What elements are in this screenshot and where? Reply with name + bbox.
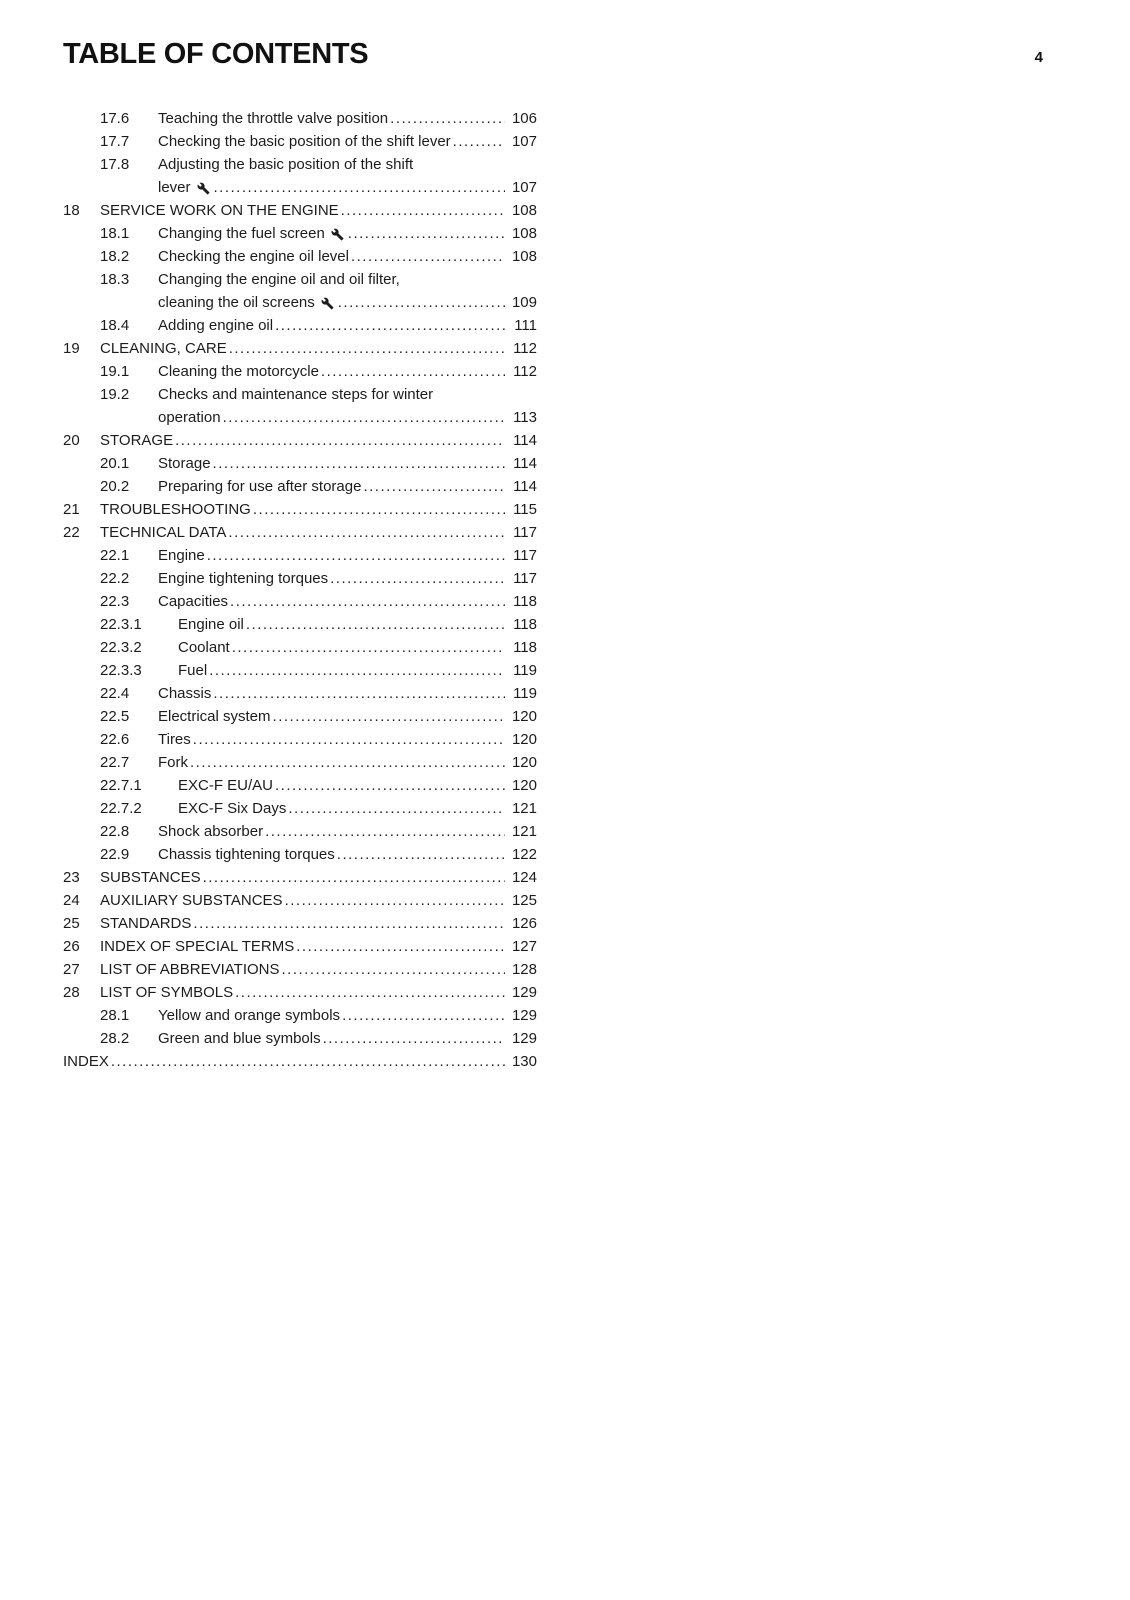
wrench-icon — [331, 228, 344, 241]
toc-entry-number: 22.3 — [100, 593, 130, 610]
toc-entry[interactable] — [63, 843, 537, 866]
toc-entry-page: 118 — [513, 616, 537, 633]
toc-entry[interactable] — [63, 1050, 537, 1073]
dot-leader — [253, 498, 505, 521]
toc-entry-body — [178, 613, 537, 636]
toc-entry-body — [178, 797, 537, 820]
dot-leader — [453, 130, 505, 153]
toc-entry[interactable] — [63, 222, 537, 245]
toc-entry-body — [178, 659, 537, 682]
dot-leader — [275, 314, 505, 337]
toc-entry-number: 20.2 — [100, 478, 130, 495]
toc-entry-page: 119 — [513, 662, 537, 679]
dot-leader — [288, 797, 505, 820]
toc-entry-line — [158, 1004, 537, 1027]
toc-entry-body — [158, 268, 537, 314]
toc-entry[interactable] — [63, 452, 537, 475]
toc-entry-number: 22.3.2 — [100, 639, 142, 656]
dot-leader — [323, 1027, 505, 1050]
toc-entry-page: 114 — [513, 455, 537, 472]
toc-entry[interactable] — [63, 1027, 537, 1050]
toc-entry-number: 19 — [63, 340, 80, 357]
toc-entry-number: 26 — [63, 938, 80, 955]
dot-leader — [229, 337, 505, 360]
toc-entry-page: 106 — [511, 110, 537, 127]
dot-leader — [203, 866, 505, 889]
toc-entry-body — [100, 199, 537, 222]
toc-entry-number: 18.3 — [100, 271, 130, 288]
toc-entry-body — [158, 107, 537, 130]
toc-entry-line — [158, 176, 537, 199]
dot-leader — [273, 705, 505, 728]
toc-entry-body — [100, 935, 537, 958]
dot-leader — [214, 176, 505, 199]
toc-entry[interactable] — [63, 751, 537, 774]
toc-entry-line — [178, 774, 537, 797]
toc-entry[interactable] — [63, 475, 537, 498]
toc-entry-title: INDEX OF SPECIAL TERMS — [100, 938, 295, 955]
toc-entry-page: 130 — [511, 1053, 537, 1070]
toc-entry-page: 118 — [513, 639, 537, 656]
toc-entry-page: 108 — [511, 248, 537, 265]
toc-entry-title: operation — [158, 409, 221, 426]
toc-entry-body — [158, 751, 537, 774]
dot-leader — [193, 728, 505, 751]
toc-entry-line — [100, 429, 537, 452]
toc-entry-body — [100, 498, 537, 521]
toc-entry-number: 22.3.3 — [100, 662, 142, 679]
toc-entry-page: 114 — [513, 478, 537, 495]
toc-entry-line — [158, 682, 537, 705]
toc-entry[interactable] — [63, 153, 537, 199]
toc-entry-number: 18.4 — [100, 317, 130, 334]
toc-entry-body — [158, 245, 537, 268]
toc-entry-title: Green and blue symbols — [158, 1030, 321, 1047]
toc-entry-page: 125 — [511, 892, 537, 909]
dot-leader — [275, 774, 505, 797]
toc-entry-line — [63, 1050, 537, 1073]
toc-entry-title: EXC-F EU/AU — [178, 777, 274, 794]
toc-entry[interactable] — [63, 567, 537, 590]
toc-entry[interactable] — [63, 498, 537, 521]
toc-entry-body — [100, 866, 537, 889]
toc-entry-page: 119 — [513, 685, 537, 702]
toc-entry-title: Changing the engine oil and oil filter, — [158, 271, 400, 288]
toc-entry[interactable] — [63, 889, 537, 912]
toc-entry-line — [158, 406, 537, 429]
dot-leader — [348, 222, 505, 245]
toc-entry-body — [158, 705, 537, 728]
toc-entry-number: 22.3.1 — [100, 616, 142, 633]
toc-entry-page: 120 — [511, 708, 537, 725]
toc-entry-body — [100, 337, 537, 360]
toc-entry-title: LIST OF SYMBOLS — [100, 984, 234, 1001]
toc-entry-number: 21 — [63, 501, 80, 518]
toc-entry-page: 128 — [511, 961, 537, 978]
toc-entry-line — [158, 153, 537, 176]
toc-entry-number: 20 — [63, 432, 80, 449]
page-number: 4 — [1034, 49, 1043, 66]
toc-entry-body — [158, 383, 537, 429]
toc-entry-number: 28 — [63, 984, 80, 1001]
toc-entry-line — [158, 843, 537, 866]
dot-leader — [338, 291, 505, 314]
toc-entry[interactable] — [63, 268, 537, 314]
toc-entry-title: Changing the fuel screen — [158, 225, 325, 242]
wrench-icon — [321, 297, 334, 310]
toc-entry-page: 107 — [511, 133, 537, 150]
toc-entry-page: 129 — [511, 984, 537, 1001]
toc-entry[interactable] — [63, 1004, 537, 1027]
toc-entry-line — [100, 866, 537, 889]
dot-leader — [232, 636, 505, 659]
toc-entry-page: 124 — [511, 869, 537, 886]
toc-entry-title: Preparing for use after storage — [158, 478, 362, 495]
dot-leader — [235, 981, 505, 1004]
toc-entry-page: 111 — [514, 317, 537, 334]
toc-entry-line — [158, 314, 537, 337]
toc-entry-line — [178, 797, 537, 820]
toc-entry-line — [100, 889, 537, 912]
toc-entry-body — [158, 820, 537, 843]
toc-entry-title: cleaning the oil screens — [158, 294, 315, 311]
toc-entry-title: Capacities — [158, 593, 229, 610]
toc-entry-line — [158, 567, 537, 590]
toc-entry-body — [178, 774, 537, 797]
toc-entry-number: 19.1 — [100, 363, 130, 380]
toc-entry-body — [100, 521, 537, 544]
toc-entry[interactable] — [63, 958, 537, 981]
toc-entry-number: 22.8 — [100, 823, 130, 840]
toc-entry[interactable] — [63, 820, 537, 843]
toc-entry-line — [158, 820, 537, 843]
toc-entry-title: AUXILIARY SUBSTANCES — [100, 892, 283, 909]
toc-entry-body — [158, 130, 537, 153]
dot-leader — [209, 659, 505, 682]
dot-leader — [193, 912, 505, 935]
dot-leader — [351, 245, 505, 268]
toc-entry[interactable] — [63, 337, 537, 360]
toc-entry-line — [178, 613, 537, 636]
toc-entry-title: TROUBLESHOOTING — [100, 501, 251, 518]
toc-entry-title: CLEANING, CARE — [100, 340, 227, 357]
toc-entry[interactable] — [63, 728, 537, 751]
toc-entry[interactable] — [63, 981, 537, 1004]
dot-leader — [213, 682, 505, 705]
dot-leader — [207, 544, 505, 567]
toc-entry-line — [100, 958, 537, 981]
dot-leader — [321, 360, 505, 383]
toc-entry-number: 17.8 — [100, 156, 130, 173]
toc-entry-title: Engine — [158, 547, 205, 564]
toc-entry-line — [100, 199, 537, 222]
dot-leader — [363, 475, 505, 498]
toc-entry[interactable] — [63, 774, 537, 797]
toc-entry-title: STANDARDS — [100, 915, 192, 932]
toc-entry-page: 108 — [511, 202, 537, 219]
toc-entry-page: 107 — [511, 179, 537, 196]
toc-entry[interactable] — [63, 199, 537, 222]
toc-entry-line — [158, 544, 537, 567]
toc-entry-body — [178, 636, 537, 659]
toc-entry-body — [158, 314, 537, 337]
toc-entry-number: 20.1 — [100, 455, 130, 472]
toc-entry-page: 120 — [511, 754, 537, 771]
toc-entry-body — [158, 1004, 537, 1027]
page-title: TABLE OF CONTENTS — [63, 38, 369, 70]
toc-entry[interactable] — [63, 659, 537, 682]
toc-entry-page: 117 — [513, 547, 537, 564]
dot-leader — [390, 107, 505, 130]
toc-entry-line — [158, 245, 537, 268]
toc-entry-body — [158, 843, 537, 866]
toc-entry-line — [100, 498, 537, 521]
toc-entry-title: Chassis tightening torques — [158, 846, 335, 863]
toc-entry-number: 18 — [63, 202, 80, 219]
toc-entry-title: Yellow and orange symbols — [158, 1007, 341, 1024]
toc-entry-line — [158, 360, 537, 383]
toc-entry-body — [158, 682, 537, 705]
toc-entry-body — [100, 981, 537, 1004]
toc-entry-body — [158, 475, 537, 498]
toc-entry-page: 120 — [511, 777, 537, 794]
toc-entry-body — [158, 1027, 537, 1050]
toc-entry[interactable] — [63, 521, 537, 544]
toc-entry-line — [178, 659, 537, 682]
toc-entry-line — [100, 521, 537, 544]
toc-entry[interactable] — [63, 682, 537, 705]
toc-entry-number: 22.6 — [100, 731, 130, 748]
toc-entry-title: Electrical system — [158, 708, 271, 725]
toc-entry-title: Adjusting the basic position of the shift — [158, 156, 414, 173]
toc-entry-body — [158, 153, 537, 199]
wrench-icon — [197, 182, 210, 195]
toc-entry-page: 121 — [511, 823, 537, 840]
toc-entry-page: 114 — [513, 432, 537, 449]
dot-leader — [213, 452, 505, 475]
dot-leader — [223, 406, 505, 429]
toc-entry-title: Checking the basic position of the shift lever — [158, 133, 451, 150]
toc-entry-line — [158, 222, 537, 245]
dot-leader — [282, 958, 506, 981]
toc-entry-line — [158, 590, 537, 613]
toc-entry-title: Fuel — [178, 662, 208, 679]
toc-entry[interactable] — [63, 935, 537, 958]
toc-entry-title: Storage — [158, 455, 211, 472]
toc-entry-number: 24 — [63, 892, 80, 909]
toc-entry-body — [158, 728, 537, 751]
dot-leader — [296, 935, 505, 958]
toc-entry-number: 18.2 — [100, 248, 130, 265]
dot-leader — [265, 820, 505, 843]
toc-entry-page: 117 — [513, 570, 537, 587]
toc-entry-number: 22.7.1 — [100, 777, 142, 794]
toc-entry-line — [158, 751, 537, 774]
toc-entry[interactable] — [63, 245, 537, 268]
toc-entry-title: SUBSTANCES — [100, 869, 201, 886]
toc-entry[interactable] — [63, 429, 537, 452]
toc-entry-page: 115 — [513, 501, 537, 518]
toc-entry-number: 17.7 — [100, 133, 130, 150]
toc-entry-title: Cleaning the motorcycle — [158, 363, 319, 380]
toc-entry[interactable] — [63, 383, 537, 429]
toc-entry-page: 118 — [513, 593, 537, 610]
toc-entry-page: 129 — [511, 1007, 537, 1024]
toc-entry-line — [100, 981, 537, 1004]
dot-leader — [190, 751, 505, 774]
toc-entry-page: 127 — [511, 938, 537, 955]
toc-entry-title: Teaching the throttle valve position — [158, 110, 389, 127]
toc-entry-title: Coolant — [178, 639, 230, 656]
toc-entry[interactable] — [63, 797, 537, 820]
dot-leader — [230, 590, 505, 613]
toc-entry[interactable] — [63, 107, 537, 130]
toc-entry-line — [158, 705, 537, 728]
toc-entry-title: STORAGE — [100, 432, 174, 449]
dot-leader — [285, 889, 505, 912]
toc-entry-line — [100, 912, 537, 935]
dot-leader — [246, 613, 505, 636]
toc-entry[interactable] — [63, 613, 537, 636]
toc-entry-body — [158, 360, 537, 383]
toc-entry-line — [158, 130, 537, 153]
toc-entry[interactable] — [63, 130, 537, 153]
toc-entry-number: 22.9 — [100, 846, 130, 863]
toc-entry-title: Checking the engine oil level — [158, 248, 349, 265]
toc-entry-title: Tires — [158, 731, 191, 748]
toc-entry[interactable] — [63, 544, 537, 567]
toc-entry-number: 25 — [63, 915, 80, 932]
toc-entry-number: 28.1 — [100, 1007, 130, 1024]
toc-entry-body — [158, 544, 537, 567]
toc-entry-line — [158, 107, 537, 130]
toc-entry-title: LIST OF ABBREVIATIONS — [100, 961, 280, 978]
toc-entry-page: 109 — [511, 294, 537, 311]
toc-entry-page: 120 — [511, 731, 537, 748]
toc-entry-number: 22.1 — [100, 547, 130, 564]
toc-list — [63, 107, 537, 1073]
toc-entry-line — [100, 337, 537, 360]
toc-entry-number: 22.7 — [100, 754, 130, 771]
toc-entry[interactable] — [63, 314, 537, 337]
toc-entry-number: 19.2 — [100, 386, 130, 403]
toc-entry-page: 117 — [513, 524, 537, 541]
dot-leader — [337, 843, 505, 866]
toc-entry-body — [100, 429, 537, 452]
toc-entry-title: EXC-F Six Days — [178, 800, 287, 817]
toc-entry-number: 18.1 — [100, 225, 130, 242]
toc-entry-body — [63, 1050, 537, 1073]
toc-entry-number: 23 — [63, 869, 80, 886]
dot-leader — [341, 199, 505, 222]
toc-entry-page: 113 — [513, 409, 537, 426]
toc-entry[interactable] — [63, 705, 537, 728]
toc-entry-line — [158, 383, 537, 406]
toc-entry[interactable] — [63, 866, 537, 889]
dot-leader — [330, 567, 505, 590]
toc-entry[interactable] — [63, 590, 537, 613]
toc-entry-number: 27 — [63, 961, 80, 978]
toc-entry-number: 22.4 — [100, 685, 130, 702]
toc-entry-body — [158, 452, 537, 475]
dot-leader — [342, 1004, 505, 1027]
toc-entry-page: 122 — [511, 846, 537, 863]
toc-entry-title: Fork — [158, 754, 188, 771]
toc-entry-title: Shock absorber — [158, 823, 264, 840]
toc-entry-page: 112 — [513, 340, 537, 357]
dot-leader — [228, 521, 505, 544]
toc-entry-line — [158, 268, 537, 291]
toc-entry-line — [158, 452, 537, 475]
toc-entry[interactable] — [63, 636, 537, 659]
toc-entry-body — [158, 590, 537, 613]
toc-entry[interactable] — [63, 360, 537, 383]
toc-entry-number: 17.6 — [100, 110, 130, 127]
toc-entry-line — [158, 728, 537, 751]
toc-entry-number: 22 — [63, 524, 80, 541]
toc-entry-title: Engine tightening torques — [158, 570, 329, 587]
toc-entry-page: 129 — [511, 1030, 537, 1047]
toc-entry-page: 121 — [511, 800, 537, 817]
toc-entry-body — [100, 958, 537, 981]
toc-entry-title: Adding engine oil — [158, 317, 274, 334]
toc-entry-body — [100, 889, 537, 912]
toc-entry-line — [158, 475, 537, 498]
toc-entry[interactable] — [63, 912, 537, 935]
toc-entry-title: INDEX — [63, 1053, 109, 1070]
toc-entry-page: 112 — [513, 363, 537, 380]
dot-leader — [111, 1050, 505, 1073]
toc-entry-title: Chassis — [158, 685, 212, 702]
toc-entry-body — [158, 567, 537, 590]
toc-entry-page: 108 — [511, 225, 537, 242]
toc-entry-title: TECHNICAL DATA — [100, 524, 227, 541]
toc-entry-line — [100, 935, 537, 958]
toc-entry-page: 126 — [511, 915, 537, 932]
toc-entry-title: lever — [158, 179, 191, 196]
toc-entry-body — [158, 222, 537, 245]
toc-entry-title: SERVICE WORK ON THE ENGINE — [100, 202, 339, 219]
toc-entry-title: Checks and maintenance steps for winter — [158, 386, 434, 403]
toc-entry-number: 22.5 — [100, 708, 130, 725]
toc-entry-number: 22.2 — [100, 570, 130, 587]
toc-entry-number: 22.7.2 — [100, 800, 142, 817]
toc-entry-line — [158, 291, 537, 314]
toc-entry-number: 28.2 — [100, 1030, 130, 1047]
toc-entry-body — [100, 912, 537, 935]
toc-entry-line — [158, 1027, 537, 1050]
toc-entry-line — [178, 636, 537, 659]
dot-leader — [175, 429, 505, 452]
toc-entry-title: Engine oil — [178, 616, 244, 633]
